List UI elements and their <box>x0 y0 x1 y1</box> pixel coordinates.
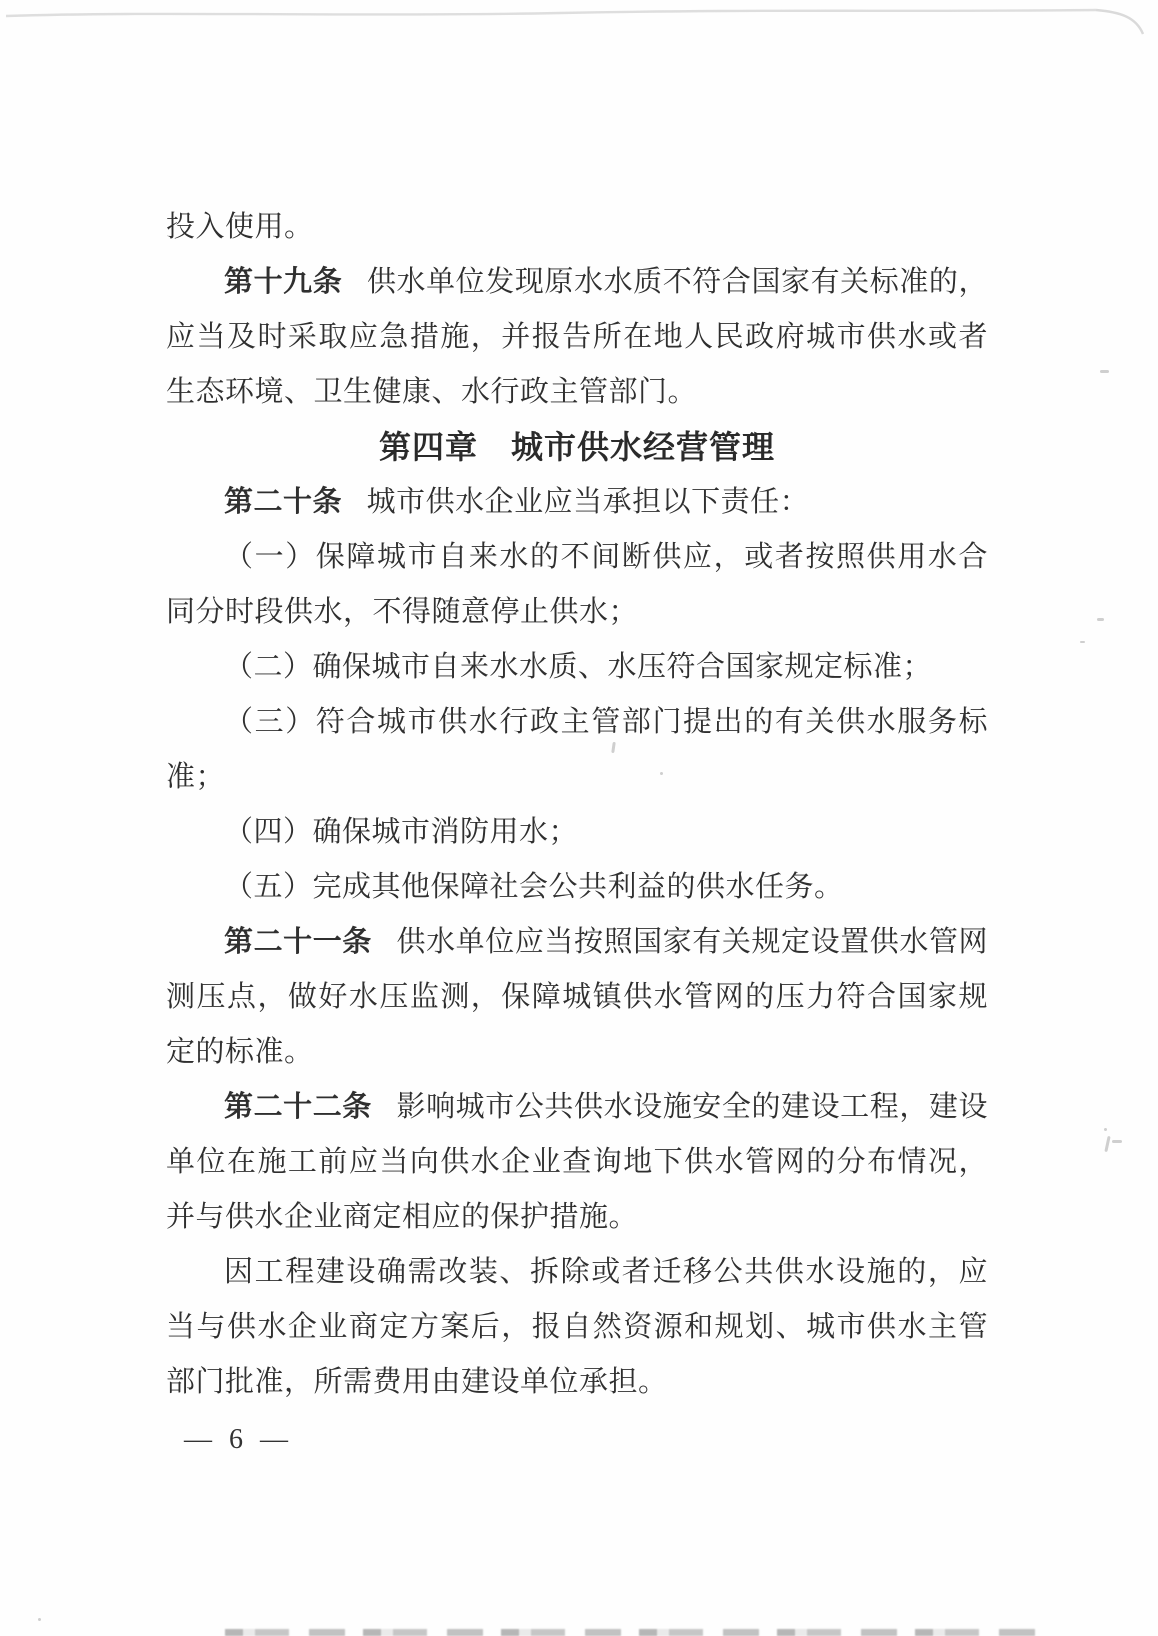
list-item-3: （三）符合城市供水行政主管部门提出的有关供水服务标准； <box>166 706 988 793</box>
list-item-4: （四）确保城市消防用水； <box>224 816 579 848</box>
list-item-5: （五）完成其他保障社会公共利益的供水任务。 <box>224 871 844 903</box>
article-19-number: 第十九条 <box>224 266 343 298</box>
article-21 <box>166 915 988 1080</box>
article-20 <box>166 475 988 530</box>
scan-speck <box>1097 618 1104 621</box>
chapter-heading: 第四章 城市供水经营管理 <box>378 429 775 465</box>
article-19-text: 供水单位发现原水水质不符合国家有关标准的，应当及时采取应急措施，并报告所在地人民政府城市供水或者生态环境、卫生健康、水行政主管部门。 <box>166 266 988 408</box>
article-22-paragraph-2: 因工程建设确需改装、拆除或者迁移公共供水设施的，应当与供水企业商定方案后，报自然资源和规划、城市供水主管部门批准，所需费用由建设单位承担。 <box>166 1256 988 1398</box>
article-22-text: 影响城市公共供水设施安全的建设工程，建设单位在施工前应当向供水企业查询地下供水管网的分布情况，并与供水企业商定相应的保护措施。 <box>166 1091 988 1233</box>
scan-speck <box>38 1618 41 1621</box>
article-22-number: 第二十二条 <box>224 1091 372 1123</box>
list-item-1: （一）保障城市自来水的不间断供应，或者按照供用水合同分时段供水，不得随意停止供水； <box>166 541 988 628</box>
article-21-number: 第二十一条 <box>224 926 372 958</box>
article-20-text: 城市供水企业应当承担以下责任： <box>366 486 810 518</box>
page-number: — 6 — <box>184 1424 293 1455</box>
scan-speck <box>1112 1140 1122 1143</box>
scan-speck <box>1104 1128 1107 1131</box>
article-21-text: 供水单位应当按照国家有关规定设置供水管网测压点，做好水压监测，保障城镇供水管网的压力符合国家规定的标准。 <box>166 926 988 1068</box>
article-19 <box>166 255 988 420</box>
scan-edge-artifact <box>0 0 1158 90</box>
paragraph-continuation: 投入使用。 <box>166 211 314 243</box>
article-22 <box>166 1080 988 1245</box>
scan-speck <box>1080 641 1085 643</box>
scan-speck <box>1100 370 1109 373</box>
scan-speck <box>1104 1136 1110 1152</box>
scan-speck <box>660 772 663 775</box>
document-body <box>166 200 988 1410</box>
scan-bleed-artifact <box>225 1629 1040 1636</box>
list-item-2: （二）确保城市自来水水质、水压符合国家规定标准； <box>224 651 933 683</box>
article-20-number: 第二十条 <box>224 486 343 518</box>
